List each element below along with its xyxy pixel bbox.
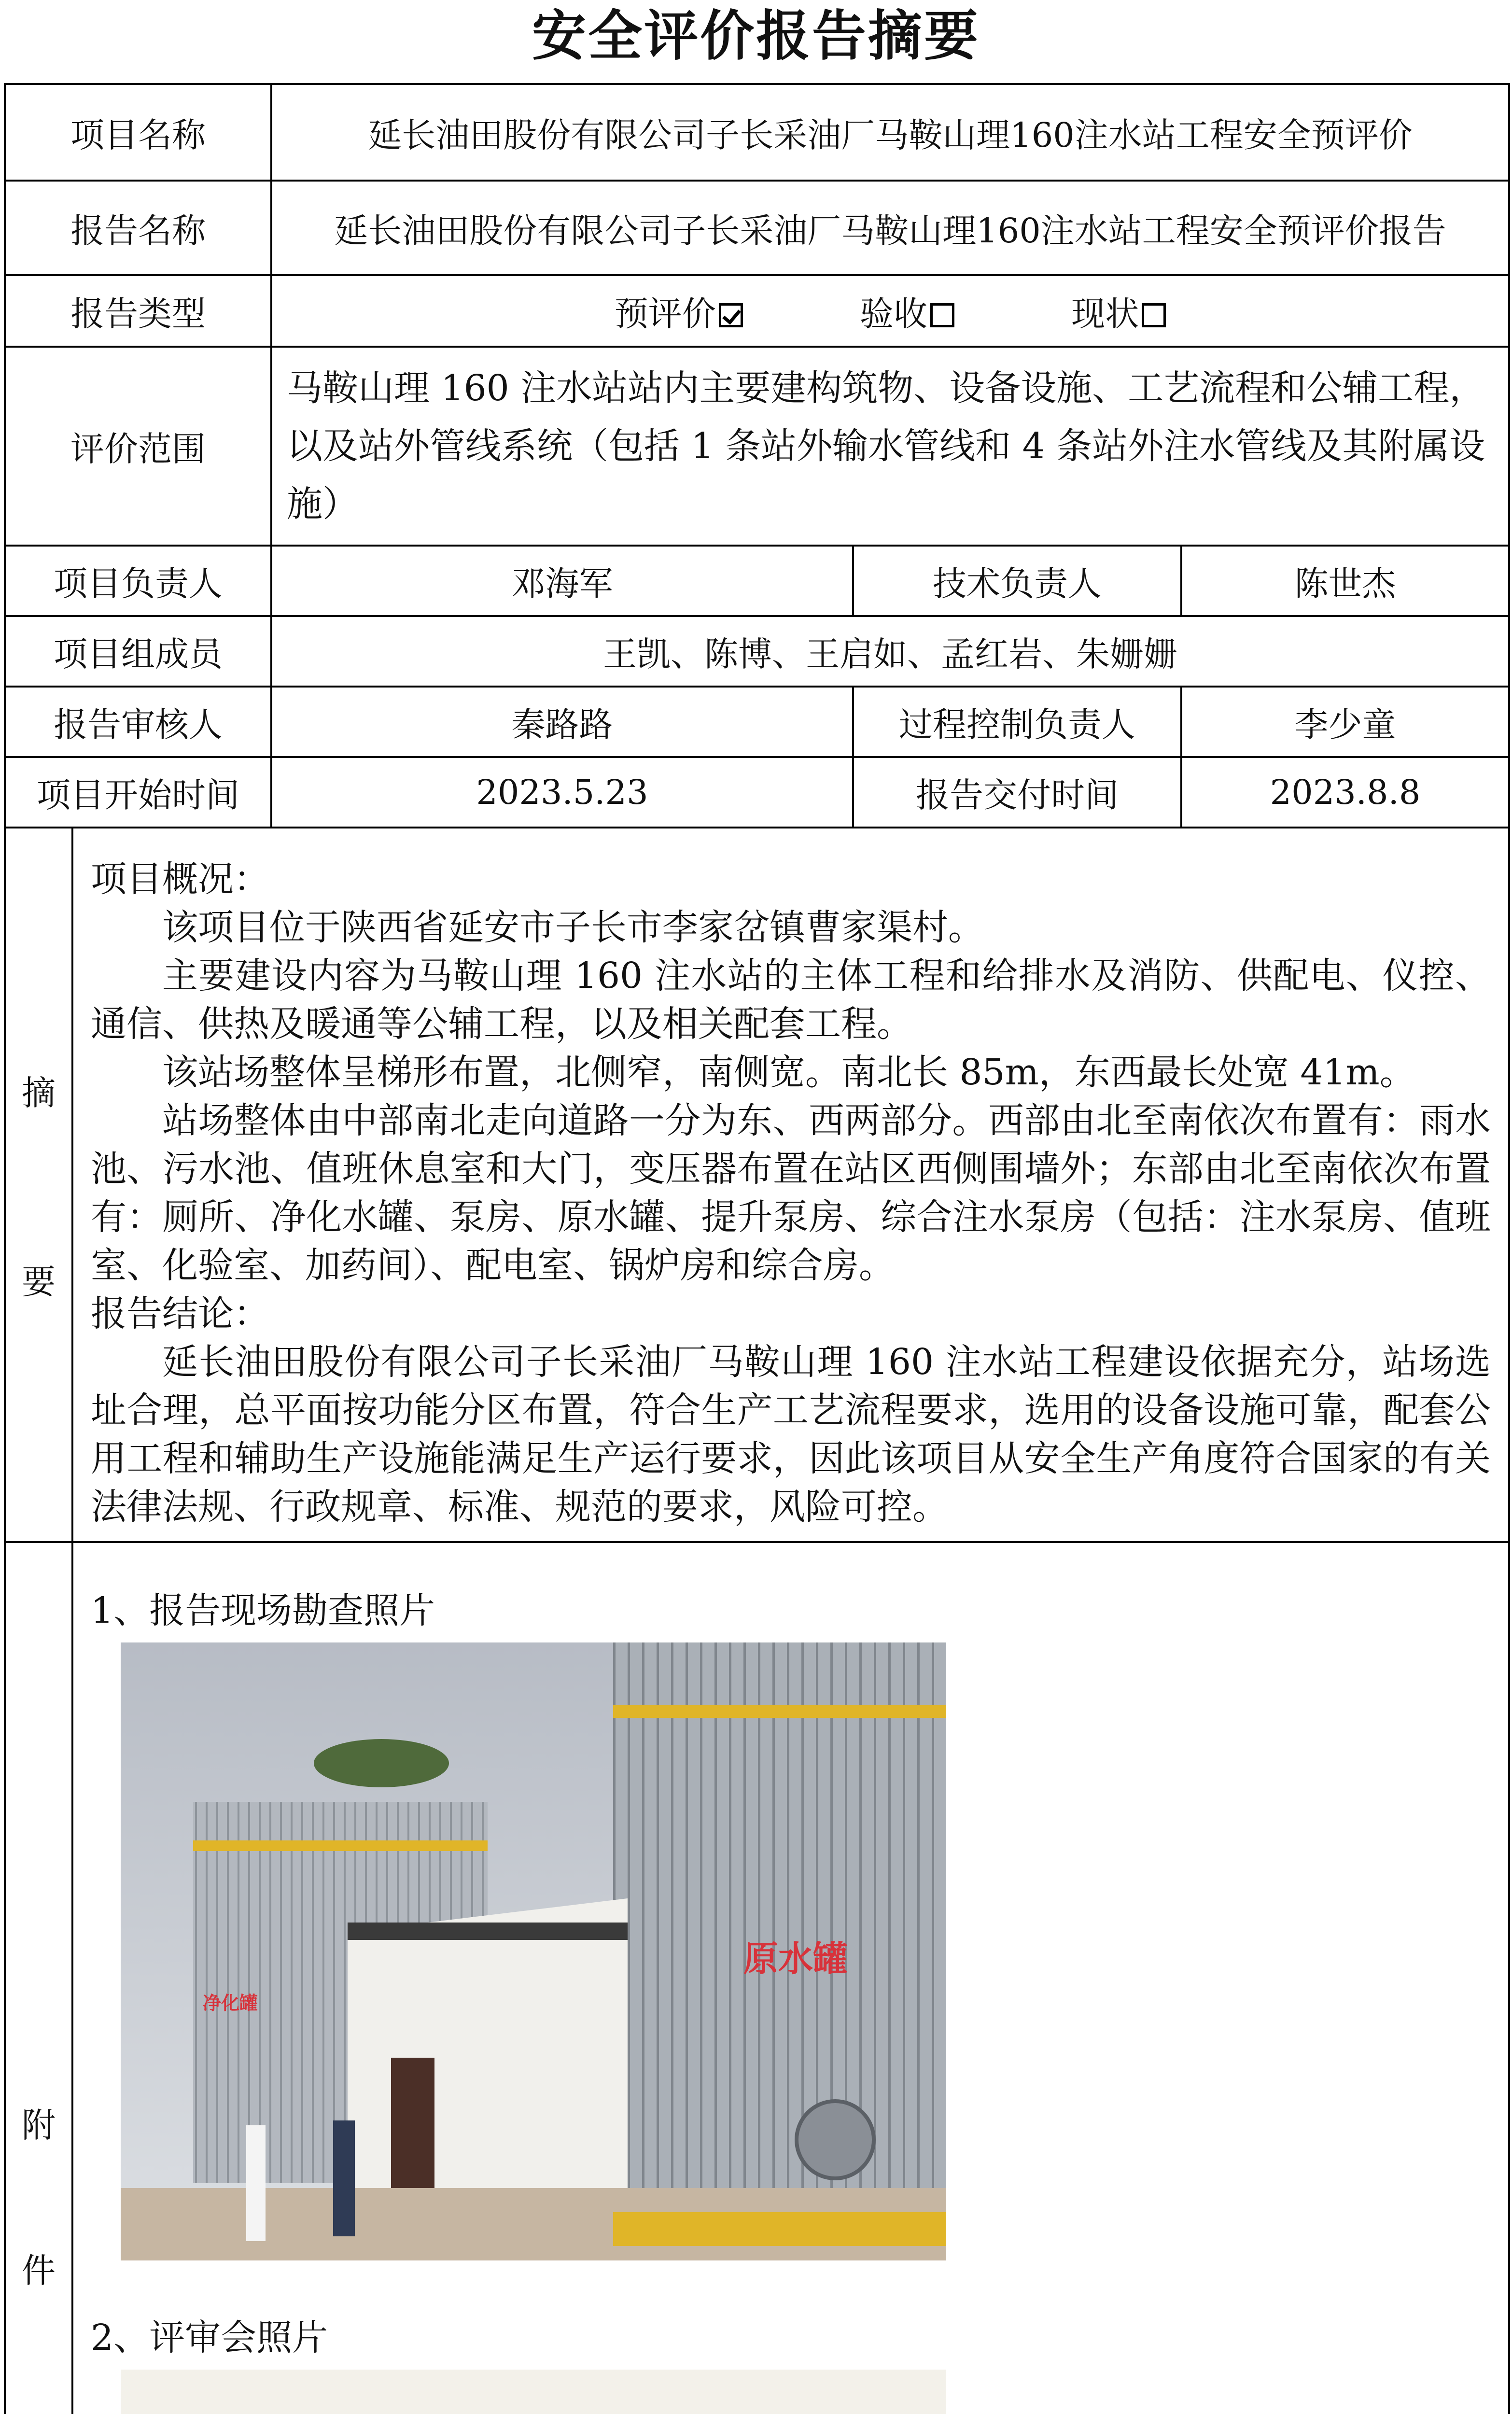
option-pre-evaluation[interactable]: 预评价 — [615, 287, 743, 336]
site-photo-graphic — [121, 1642, 946, 2260]
summary-paragraph: 站场整体由中部南北走向道路一分为东、西两部分。西部由北至南依次布置有：雨水池、污水池、值班休息室和大门，变压器布置在站区西侧围墙外；东部由北至南依次布置有：厕所、净化水罐、泵房、原水罐、提升泵房、综合注水泵房（包括：注水泵房、值班室、化验室、加药间）、配电室、锅炉房和综合房。 — [91, 1100, 1491, 1286]
report-name-value: 延长油田股份有限公司子长采油厂马鞍山理160注水站工程安全预评价报告 — [271, 181, 1509, 275]
checkbox-icon[interactable] — [930, 303, 954, 327]
tech-lead-label: 技术负责人 — [853, 546, 1181, 616]
checked-box-icon[interactable] — [719, 303, 743, 327]
conclusion-paragraph: 延长油田股份有限公司子长采油厂马鞍山理 160 注水站工程建设依据充分，站场选址合理，总平面按功能分区布置，符合生产工艺流程要求，选用的设备设施可靠，配套公用工程和辅助生产设施能满足生产运行要求，因此该项目从安全生产角度符合国家的有关法律法规、行政规章、标准、规范的要求，风险可控。 — [91, 1341, 1491, 1528]
reviewer-value: 秦路路 — [271, 687, 853, 757]
site-survey-photo — [121, 1642, 946, 2260]
summary-table — [4, 83, 1510, 2414]
site-photo-caption: 1、报告现场勘查照片 — [91, 1590, 435, 1631]
review-photo-caption: 2、评审会照片 — [91, 2317, 328, 2358]
delivery-time-value: 2023.8.8 — [1181, 757, 1509, 828]
checkbox-icon[interactable] — [1142, 303, 1166, 327]
tank-sign-right: 原水罐 — [743, 1938, 848, 1979]
summary-paragraph: 主要建设内容为马鞍山理 160 注水站的主体工程和给排水及消防、供配电、仪控、通信、供热及暖通等公辅工程，以及相关配套工程。 — [91, 955, 1491, 1045]
summary-paragraph: 该项目位于陕西省延安市子长市李家岔镇曹家渠村。 — [162, 907, 984, 948]
start-time-label: 项目开始时间 — [5, 757, 271, 828]
report-name-label: 报告名称 — [5, 181, 271, 275]
reviewer-label: 报告审核人 — [5, 687, 271, 757]
delivery-time-label: 报告交付时间 — [853, 757, 1181, 828]
conclusion-heading: 报告结论： — [91, 1293, 269, 1334]
attachments-side-label: 附 件 — [5, 1542, 72, 2414]
report-type-label: 报告类型 — [5, 275, 271, 347]
summary-body — [72, 828, 1509, 1542]
summary-paragraph: 该站场整体呈梯形布置，北侧窄，南侧宽。南北长 85m，东西最长处宽 41m。 — [162, 1052, 1415, 1093]
option-status[interactable]: 现状 — [1071, 287, 1166, 336]
option-acceptance[interactable]: 验收 — [860, 287, 954, 336]
members-label: 项目组成员 — [5, 616, 271, 687]
process-lead-value: 李少童 — [1181, 687, 1509, 757]
meeting-photo-graphic — [121, 2370, 946, 2414]
project-lead-label: 项目负责人 — [5, 546, 271, 616]
page-title: 安全评价报告摘要 — [532, 5, 980, 68]
process-lead-label: 过程控制负责人 — [853, 687, 1181, 757]
scope-label: 评价范围 — [5, 347, 271, 546]
project-name-value: 延长油田股份有限公司子长采油厂马鞍山理160注水站工程安全预评价 — [271, 84, 1509, 181]
project-lead-value: 邓海军 — [271, 546, 853, 616]
overview-heading: 项目概况： — [91, 858, 269, 900]
summary-side-label: 摘 要 — [5, 828, 72, 1542]
scope-value: 马鞍山理 160 注水站站内主要建构筑物、设备设施、工艺流程和公辅工程，以及站外管线系统（包括 1 条站外输水管线和 4 条站外注水管线及其附属设施） — [271, 347, 1509, 546]
members-value: 王凯、陈博、王启如、孟红岩、朱姗姗 — [271, 616, 1509, 687]
tech-lead-value: 陈世杰 — [1181, 546, 1509, 616]
review-meeting-photo — [121, 2370, 946, 2414]
report-type-options — [271, 275, 1509, 347]
start-time-value: 2023.5.23 — [271, 757, 853, 828]
tank-sign-left: 净化罐 — [203, 1993, 258, 2014]
project-name-label: 项目名称 — [5, 84, 271, 181]
attachments-body — [72, 1542, 1509, 2414]
